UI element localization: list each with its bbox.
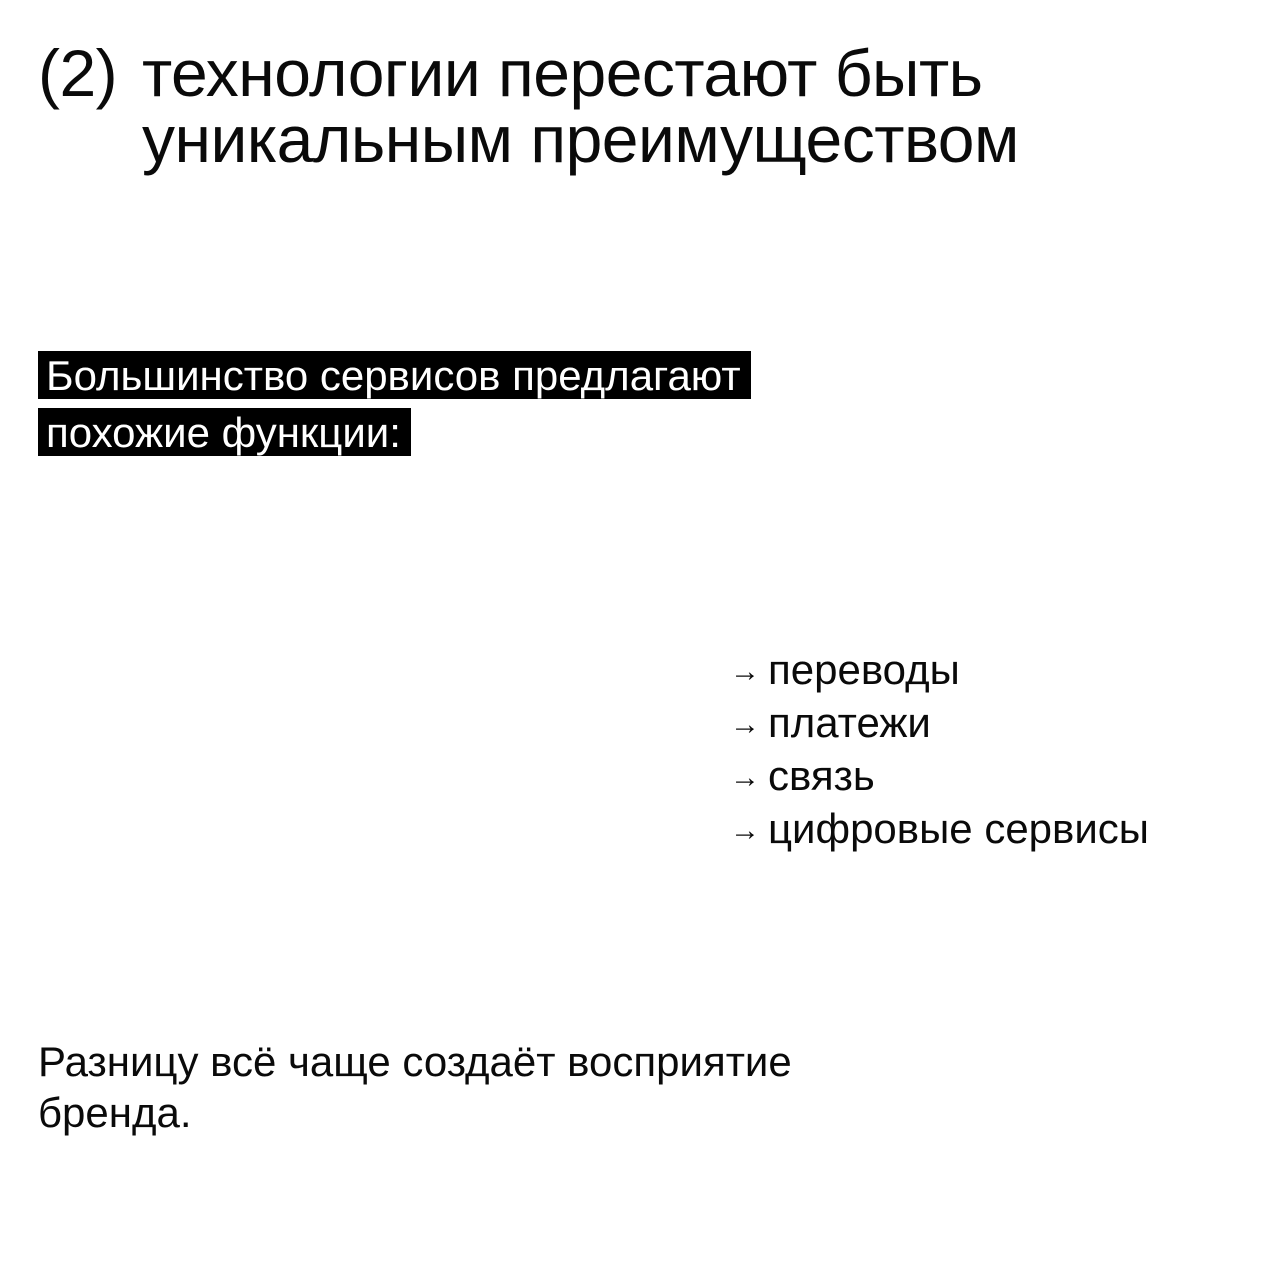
arrow-right-icon: → <box>730 708 760 741</box>
conclusion-line-1: Разницу всё чаще создаёт восприятие <box>38 1038 792 1085</box>
slide-number: (2) <box>38 36 118 110</box>
highlighted-statement <box>38 350 751 464</box>
feature-list <box>730 644 1149 856</box>
headline-line-2: уникальным преимуществом <box>142 102 1019 176</box>
conclusion-line-2: бренда. <box>38 1089 192 1136</box>
feature-label: связь <box>768 752 875 799</box>
highlight-line-1: Большинство сервисов предлагают <box>38 351 751 399</box>
slide-headline <box>38 36 1238 176</box>
feature-label: платежи <box>768 699 931 746</box>
headline-line-1: технологии перестают быть <box>142 36 983 110</box>
highlight-line-2: похожие функции: <box>38 408 411 456</box>
conclusion-text <box>38 1036 1038 1138</box>
list-item <box>730 750 1149 803</box>
feature-label: переводы <box>768 646 960 693</box>
arrow-right-icon: → <box>730 655 760 688</box>
list-item <box>730 644 1149 697</box>
list-item <box>730 803 1149 856</box>
arrow-right-icon: → <box>730 761 760 794</box>
arrow-right-icon: → <box>730 814 760 847</box>
list-item <box>730 697 1149 750</box>
feature-label: цифровые сервисы <box>768 805 1149 852</box>
